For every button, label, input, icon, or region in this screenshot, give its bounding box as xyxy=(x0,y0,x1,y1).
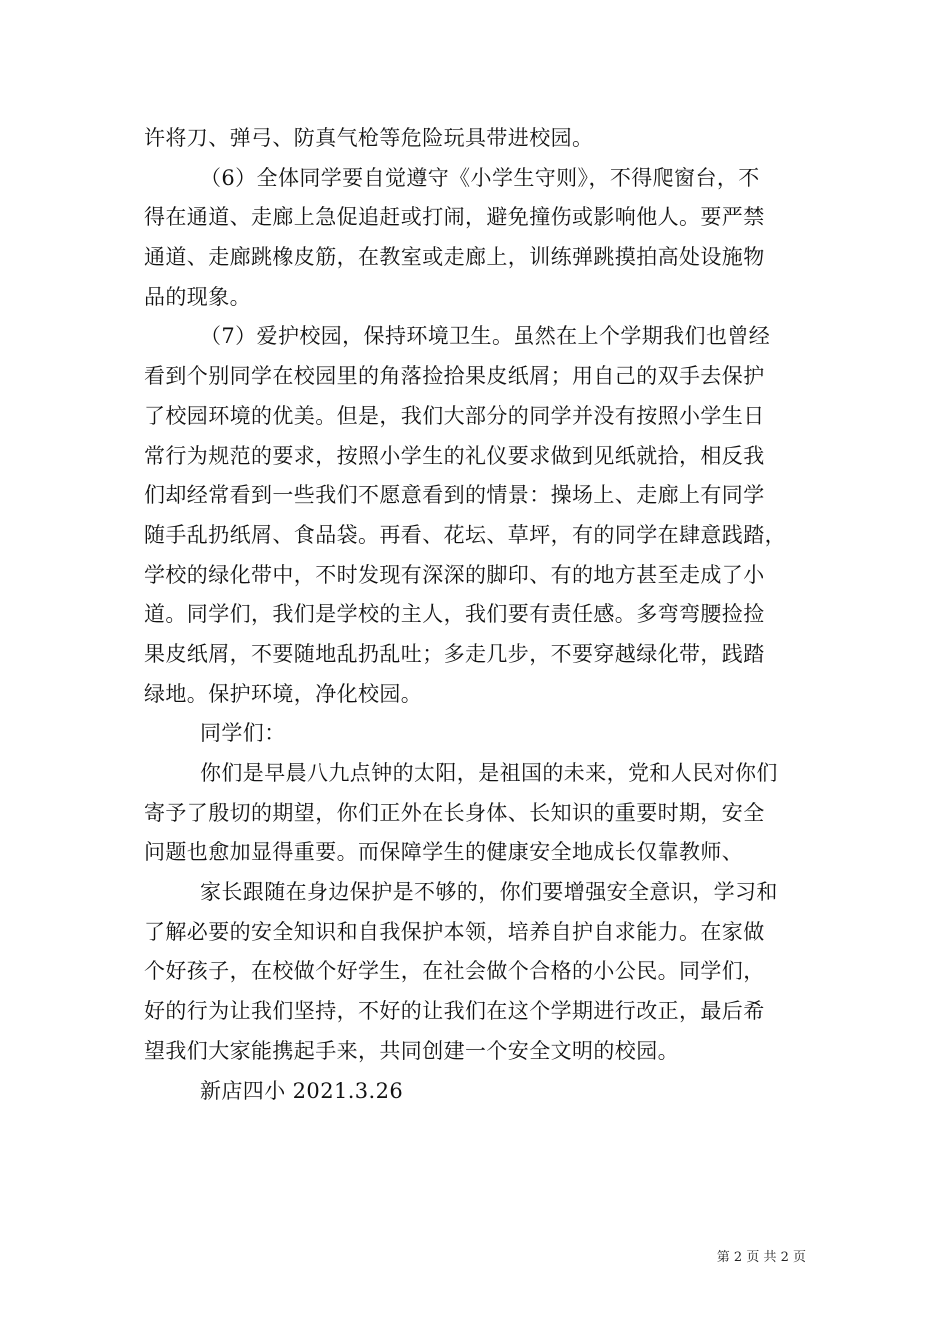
document-body xyxy=(144,119,832,1111)
text-line: 果皮纸屑，不要随地乱扔乱吐；多走几步，不要穿越绿化带，践踏 xyxy=(144,641,765,666)
text-line: 家长跟随在身边保护是不够的，你们要增强安全意识，学习和 xyxy=(200,880,778,905)
text-line: 道。同学们，我们是学校的主人，我们要有责任感。多弯弯腰捡捡 xyxy=(144,602,765,627)
text-line: 看到个别同学在校园里的角落捡拾果皮纸屑；用自己的双手去保护 xyxy=(144,364,765,389)
text-line: 个好孩子，在校做个好学生，在社会做个合格的小公民。同学们， xyxy=(144,959,765,984)
text-line: 你们是早晨八九点钟的太阳，是祖国的未来，党和人民对你们 xyxy=(200,761,778,785)
page-number: 第 2 页 共 2 页 xyxy=(716,1250,806,1265)
text-line: 问题也愈加显得重要。而保障学生的健康安全地成长仅靠教师、 xyxy=(144,840,744,865)
text-line: 好的行为让我们坚持，不好的让我们在这个学期进行改正，最后希 xyxy=(144,999,765,1024)
text-line: 望我们大家能携起手来，共同创建一个安全文明的校园。 xyxy=(144,1038,679,1063)
text-line: （7）爱护校园，保持环境卫生。虽然在上个学期我们也曾经 xyxy=(200,324,771,349)
text-line: 了校园环境的优美。但是，我们大部分的同学并没有按照小学生日 xyxy=(144,403,765,428)
text-line: （6）全体同学要自觉遵守《小学生守则》，不得爬窗台，不 xyxy=(200,165,760,190)
text-line: 得在通道、走廊上急促追赶或打闹，避免撞伤或影响他人。要严禁 xyxy=(144,205,765,230)
signature-line: 新店四小 2021.3.26 xyxy=(200,1078,404,1103)
text-line: 通道、走廊跳橡皮筋，在教室或走廊上，训练弹跳摸拍高处设施物 xyxy=(144,245,765,270)
text-line: 品的现象。 xyxy=(144,284,251,309)
text-line: 许将刀、弹弓、防真气枪等危险玩具带进校园。 xyxy=(144,126,594,150)
greeting-line: 同学们： xyxy=(200,721,286,746)
text-line: 了解必要的安全知识和自我保护本领，培养自护自求能力。在家做 xyxy=(144,919,765,944)
text-line: 常行为规范的要求，按照小学生的礼仪要求做到见纸就拾，相反我 xyxy=(144,443,765,468)
text-line: 寄予了殷切的期望，你们正外在长身体、长知识的重要时期，安全 xyxy=(144,800,765,825)
text-line: 学校的绿化带中，不时发现有深深的脚印、有的地方甚至走成了小 xyxy=(144,562,765,587)
text-line: 随手乱扔纸屑、食品袋。再看、花坛、草坪，有的同学在肆意践踏， xyxy=(144,522,786,547)
text-line: 绿地。保护环境，净化校园。 xyxy=(144,681,423,706)
text-line: 们却经常看到一些我们不愿意看到的情景：操场上、走廊上有同学 xyxy=(144,483,765,508)
